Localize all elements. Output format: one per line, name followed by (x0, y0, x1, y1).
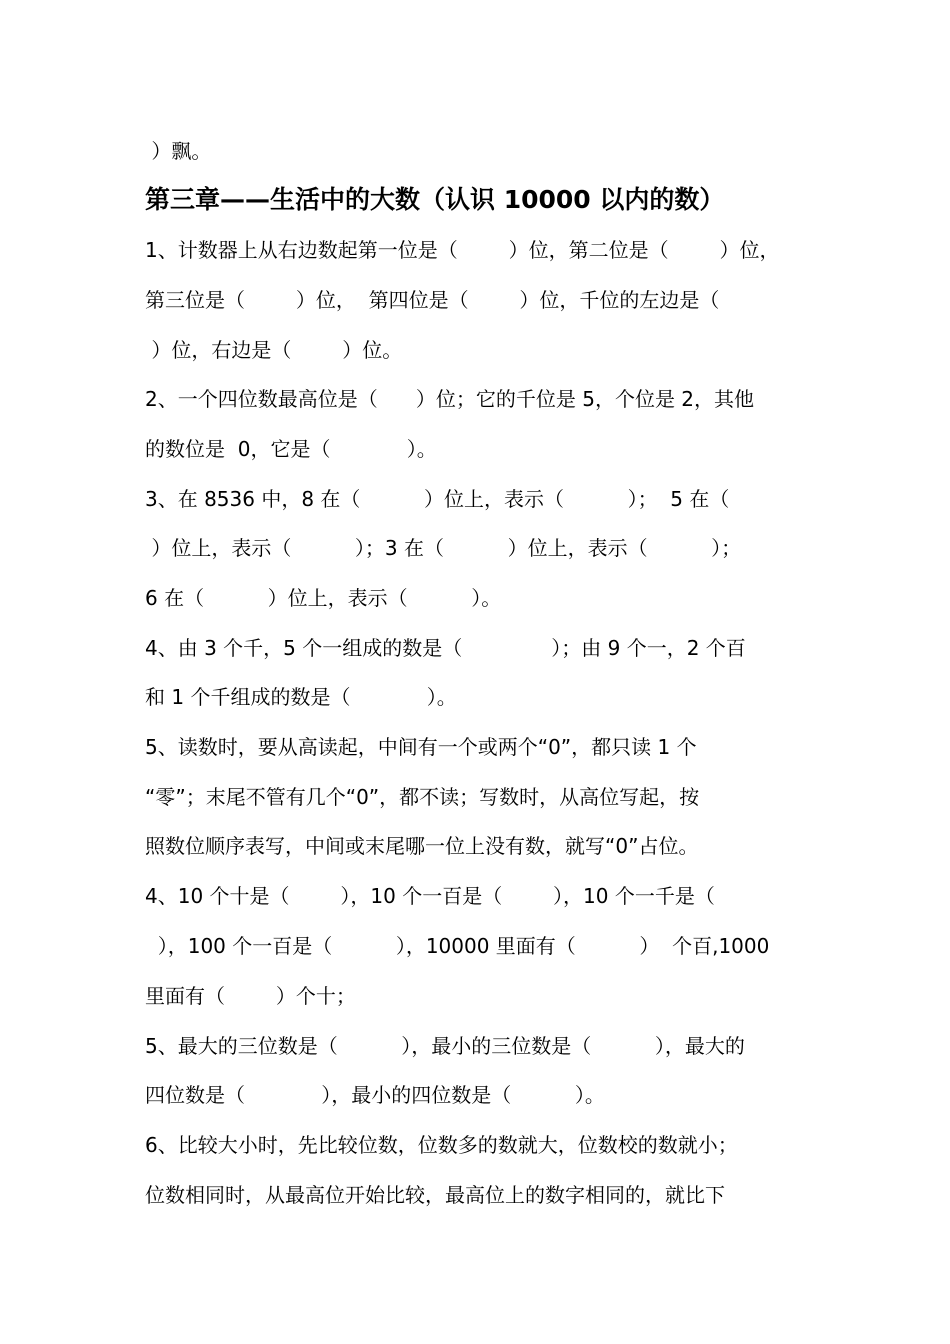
text-line: ）位上，表示（ ）；3 在（ ）位上，表示（ ）； (145, 536, 742, 560)
text-line: 6、比较大小时，先比较位数，位数多的数就大，位数校的数就小； (145, 1133, 738, 1157)
text-line: 4、由 3 个千，5 个一组成的数是（ ）；由 9 个一，2 个百 (145, 636, 746, 660)
text-line: 第三位是（ ）位， 第四位是（ ）位，千位的左边是（ (145, 288, 720, 312)
text-line: 2、一个四位数最高位是（ ）位；它的千位是 5，个位是 2，其他 (145, 387, 755, 411)
text-line: ），100 个一百是（ ），10000 里面有（ ） 个百,1000 (145, 934, 770, 958)
chapter-heading: 第三章——生活中的大数（认识 10000 以内的数） (145, 185, 725, 214)
text-line: 位数相同时，从最高位开始比较，最高位上的数字相同的，就比下 (145, 1183, 725, 1207)
text-line: “零”；末尾不管有几个“0”，都不读；写数时，从高位写起，按 (145, 785, 700, 809)
text-line: 5、最大的三位数是（ ），最小的三位数是（ ），最大的 (145, 1034, 745, 1058)
text-line: ）位，右边是（ ）位。 (145, 338, 403, 362)
top-fragment-line: ）飘。 (145, 139, 212, 163)
text-line: 6 在（ ）位上，表示（ ）。 (145, 586, 502, 610)
text-line: 四位数是（ ），最小的四位数是（ ）。 (145, 1083, 605, 1107)
text-line: 里面有（ ）个十； (145, 984, 356, 1008)
text-line: 和 1 个千组成的数是（ ）。 (145, 685, 457, 709)
text-line: 1、计数器上从右边数起第一位是（ ）位，第二位是（ ）位， (145, 238, 780, 262)
text-line: 照数位顺序表写，中间或末尾哪一位上没有数，就写“0”占位。 (145, 834, 699, 858)
text-line: 5、读数时，要从高读起，中间有一个或两个“0”，都只读 1 个 (145, 735, 697, 759)
text-line: 3、在 8536 中，8 在（ ）位上，表示（ ）； 5 在（ (145, 487, 730, 511)
text-line: 的数位是 0，它是（ ）。 (145, 437, 437, 461)
text-line: 4、10 个十是（ ），10 个一百是（ ），10 个一千是（ (145, 884, 715, 908)
